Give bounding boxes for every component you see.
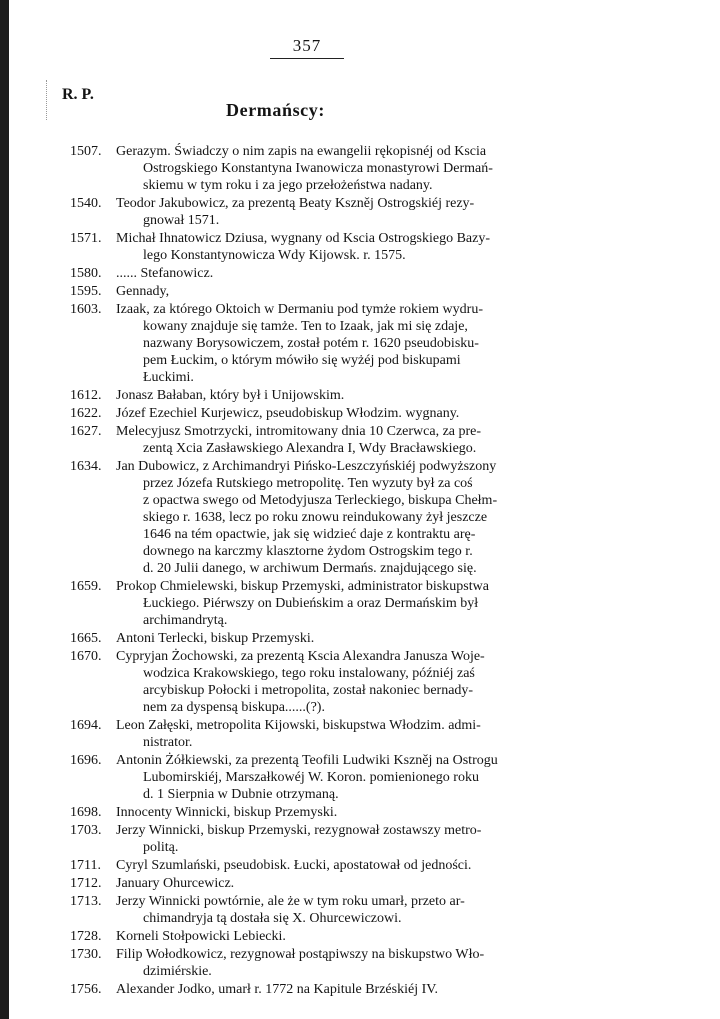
- entry-year: 1627.: [70, 424, 102, 439]
- entry-text: Teodor Jakubowicz, za prezentą Beaty Kszněj Ostrogskiéj rezy- gnował 1571.: [116, 196, 475, 228]
- list-item: [70, 893, 590, 927]
- list-item: [70, 981, 590, 998]
- entry-year: 1694.: [70, 718, 102, 733]
- list-item: [70, 578, 590, 629]
- entry-year: 1670.: [70, 649, 102, 664]
- entry-text: January Ohurcewicz.: [116, 876, 235, 891]
- list-item: [70, 230, 590, 264]
- entry-text: Korneli Stołpowicki Lebiecki.: [116, 929, 286, 944]
- list-item: [70, 405, 590, 422]
- list-item: [70, 143, 590, 194]
- entry-year: 1696.: [70, 753, 102, 768]
- list-item: [70, 857, 590, 874]
- entry-text: Jerzy Winnicki, biskup Przemyski, rezygnował zostawszy metro- politą.: [116, 823, 482, 855]
- list-item: [70, 387, 590, 404]
- entry-year: 1507.: [70, 144, 102, 159]
- page-number-rule: [270, 58, 344, 59]
- entry-year: 1659.: [70, 579, 102, 594]
- margin-marks: [46, 80, 51, 120]
- entry-text: Leon Załęski, metropolita Kijowski, biskupstwa Włodzim. admi- nistrator.: [116, 718, 481, 750]
- entry-text: Prokop Chmielewski, biskup Przemyski, administrator biskupstwa Łuckiego. Piérwszy on Dubieńskim a oraz Dermańskim był archimandrytą.: [116, 579, 489, 628]
- entry-year: 1711.: [70, 858, 101, 873]
- entry-year: 1728.: [70, 929, 102, 944]
- entry-year: 1665.: [70, 631, 102, 646]
- entry-year: 1603.: [70, 302, 102, 317]
- list-item: [70, 928, 590, 945]
- entry-year: 1540.: [70, 196, 102, 211]
- entry-text: ...... Stefanowicz.: [116, 266, 214, 281]
- entry-year: 1756.: [70, 982, 102, 997]
- entry-text: Cypryjan Żochowski, za prezentą Kscia Alexandra Janusza Woje- wodzica Krakowskiego, tego roku instalowany, późniéj zaś arcybiskup Połocki i metropolita, został nakoniec bernady- nem za dyspensą biskupa......(?).: [116, 649, 485, 715]
- margin-label: R. P.: [62, 86, 94, 103]
- entry-text: Innocenty Winnicki, biskup Przemyski.: [116, 805, 338, 820]
- entry-year: 1634.: [70, 459, 102, 474]
- scan-edge: [0, 0, 9, 1019]
- entry-text: Gennady,: [116, 284, 170, 299]
- entry-list: [70, 143, 590, 999]
- entry-text: Izaak, za którego Oktoich w Dermaniu pod tymże rokiem wydru- kowany znajduje się tamże. Ten to Izaak, jak mi się zdaje, nazwany Borysowiczem, został potém r. 1620 pseudobisku- pem Łuckim, o którym mówiło się wyżéj pod biskupami Łuckimi.: [116, 302, 483, 385]
- entry-year: 1612.: [70, 388, 102, 403]
- entry-year: 1698.: [70, 805, 102, 820]
- list-item: [70, 195, 590, 229]
- entry-text: Jan Dubowicz, z Archimandryi Pińsko-Leszczyńskiéj podwyższony przez Józefa Rutskiego metropolitę. Ten wyzuty był za coś z opactwa swego od Metodyjusza Terleckiego, biskupa Chełm- skiego r. 1638, lecz po roku znowu reindukowany żył jeszcze 1646 na tém opactwie, jak się widzieć daje z kontraktu arę- downego na karczmy klasztorne żydom Ostrogskim tego r. d. 20 Julii danego, w archiwum Dermańs. znajdującego się.: [116, 459, 498, 576]
- list-item: [70, 301, 590, 386]
- entry-text: Jonasz Bałaban, który był i Unijowskim.: [116, 388, 345, 403]
- entry-text: Antoni Terlecki, biskup Przemyski.: [116, 631, 315, 646]
- entry-year: 1730.: [70, 947, 102, 962]
- list-item: [70, 630, 590, 647]
- list-item: [70, 423, 590, 457]
- list-item: [70, 458, 590, 577]
- list-item: [70, 717, 590, 751]
- entry-text: Alexander Jodko, umarł r. 1772 na Kapitule Brzéskiéj IV.: [116, 982, 439, 997]
- entry-text: Antonin Żółkiewski, za prezentą Teofili Ludwiki Kszněj na Ostrogu Lubomirskiéj, Marszałkowéj W. Koron. pomienionego roku d. 1 Sierpnia w Dubnie otrzymaną.: [116, 753, 498, 802]
- entry-year: 1712.: [70, 876, 102, 891]
- section-title: Dermańscy:: [226, 100, 325, 120]
- list-item: [70, 752, 590, 803]
- entry-year: 1703.: [70, 823, 102, 838]
- list-item: [70, 648, 590, 716]
- list-item: [70, 875, 590, 892]
- entry-year: 1595.: [70, 284, 102, 299]
- entry-text: Gerazym. Świadczy o nim zapis na ewangelii rękopisnéj od Kscia Ostrogskiego Konstantyna Iwanowicza monastyrowi Dermań- skiemu w tym roku i za jego przełożeństwa nadany.: [116, 144, 493, 193]
- entry-year: 1713.: [70, 894, 102, 909]
- list-item: [70, 822, 590, 856]
- entry-text: Jerzy Winnicki powtórnie, ale że w tym roku umarł, przeto ar- chimandryja tą dostała się X. Ohurcewiczowi.: [116, 894, 465, 926]
- entry-text: Michał Ihnatowicz Dziusa, wygnany od Kscia Ostrogskiego Bazy- lego Konstantynowicza Wdy Kijowsk. r. 1575.: [116, 231, 491, 263]
- entry-text: Józef Ezechiel Kurjewicz, pseudobiskup Włodzim. wygnany.: [116, 406, 460, 421]
- list-item: [70, 804, 590, 821]
- entry-text: Cyryl Szumlański, pseudobisk. Łucki, apostatował od jedności.: [116, 858, 472, 873]
- entry-year: 1622.: [70, 406, 102, 421]
- entry-year: 1571.: [70, 231, 102, 246]
- page-number: 357: [292, 36, 322, 55]
- entry-year: 1580.: [70, 266, 102, 281]
- list-item: [70, 265, 590, 282]
- list-item: [70, 946, 590, 980]
- entry-text: Melecyjusz Smotrzycki, intromitowany dnia 10 Czerwca, za pre- zentą Xcia Zasławskiego Alexandra I, Wdy Bracławskiego.: [116, 424, 482, 456]
- entry-text: Filip Wołodkowicz, rezygnował postąpiwszy na biskupstwo Wło- dzimiérskie.: [116, 947, 485, 979]
- list-item: [70, 283, 590, 300]
